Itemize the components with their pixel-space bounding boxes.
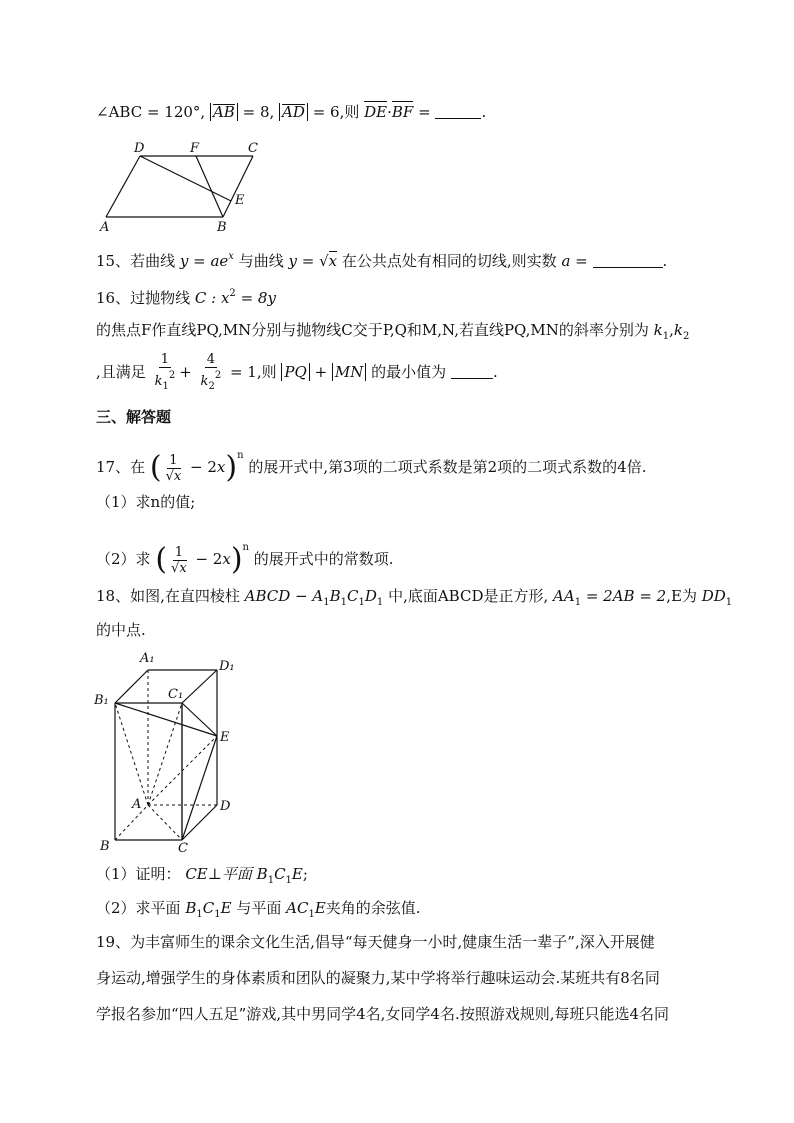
fig14-label-f: F — [190, 141, 200, 156]
fig18-label-b1: B₁ — [94, 693, 109, 708]
figure-parallelogram — [98, 140, 268, 235]
q17-part-2: （2）求 ( $\frac{1}{√x}$ − 2x)$^n$ 的展开式中的常数项. — [96, 542, 394, 577]
question-18-line2: 的中点. — [96, 621, 146, 639]
question-19-line2: 身运动,增强学生的身体素质和团队的凝聚力,某中学将举行趣味运动会.某班共有8名同 — [96, 969, 660, 987]
answer-blank[interactable] — [451, 364, 493, 379]
fig18-label-b: B — [100, 839, 110, 854]
question-19: 19、为丰富师生的课余文化生活,倡导“每天健身一小时,健康生活一辈子”,深入开展健 — [96, 933, 655, 951]
fig14-label-d: D — [134, 141, 145, 156]
question-15: 15、若曲线 $y = ae^x$ 与曲线 y = √x 在公共点处有相同的切线,则实数 a = . — [96, 251, 668, 270]
fig18-label-a1: A₁ — [140, 651, 155, 666]
question-16: 16、过抛物线 C : $x^2 = 8y$ — [96, 288, 276, 307]
fig18-label-c: C — [178, 841, 188, 854]
abs-ab: AB — [210, 103, 238, 121]
q18-part-1: （1）证明： CE⊥平面 $B_1C_1E$; — [96, 865, 308, 886]
question-19-line3: 学报名参加“四人五足”游戏,其中男同学4名,女同学4名.按照游戏规则,每班只能选4名同 — [96, 1005, 670, 1023]
section-heading: 三、解答题 — [96, 408, 172, 426]
question-16-line2: 的焦点F作直线PQ,MN分别与抛物线C交于P,Q和M,N,若直线PQ,MN的斜率分别为 $k_1,k_2$ — [96, 321, 690, 342]
figure-prism — [94, 648, 244, 854]
q14-line: ∠ABC = 120°, AB = 8, AD = 6,则 DE·BF = . — [96, 100, 486, 124]
fig14-label-a: A — [100, 220, 110, 235]
answer-blank[interactable] — [435, 104, 481, 119]
fig18-label-d1: D₁ — [219, 659, 235, 674]
fig14-label-b: B — [217, 220, 227, 235]
q18-part-2: （2）求平面 $B_1C_1E$ 与平面 $AC_1E$夹角的余弦值. — [96, 899, 421, 920]
question-17: 17、在 ( $\frac{1}{√x}$ − 2x)$^n$ 的展开式中,第3项的二项式系数是第2项的二项式系数的4倍. — [96, 450, 647, 485]
fig14-label-e: E — [235, 193, 245, 208]
abs-ad: AD — [279, 103, 308, 121]
fig18-label-d: D — [220, 799, 231, 814]
fig18-label-c1: C₁ — [168, 687, 184, 702]
question-18: 18、如图,在直四棱柱 ABCD − $A_1B_1C_1D_1$ 中,底面ABCD是正方形, $AA_1 = 2AB = 2,E$为 $DD_1$ — [96, 587, 733, 608]
answer-blank[interactable] — [593, 253, 663, 268]
fig18-label-a: A — [132, 797, 142, 812]
fig18-label-e: E — [220, 730, 230, 745]
fig14-label-c: C — [248, 141, 258, 156]
question-16-line3: ,且满足 $\frac{1}{k_1^2}$ + $\frac{4}{k_2^2}$ = 1,则 PQ + MN 的最小值为 . — [96, 352, 498, 392]
q17-part-1: （1）求n的值; — [96, 493, 196, 511]
